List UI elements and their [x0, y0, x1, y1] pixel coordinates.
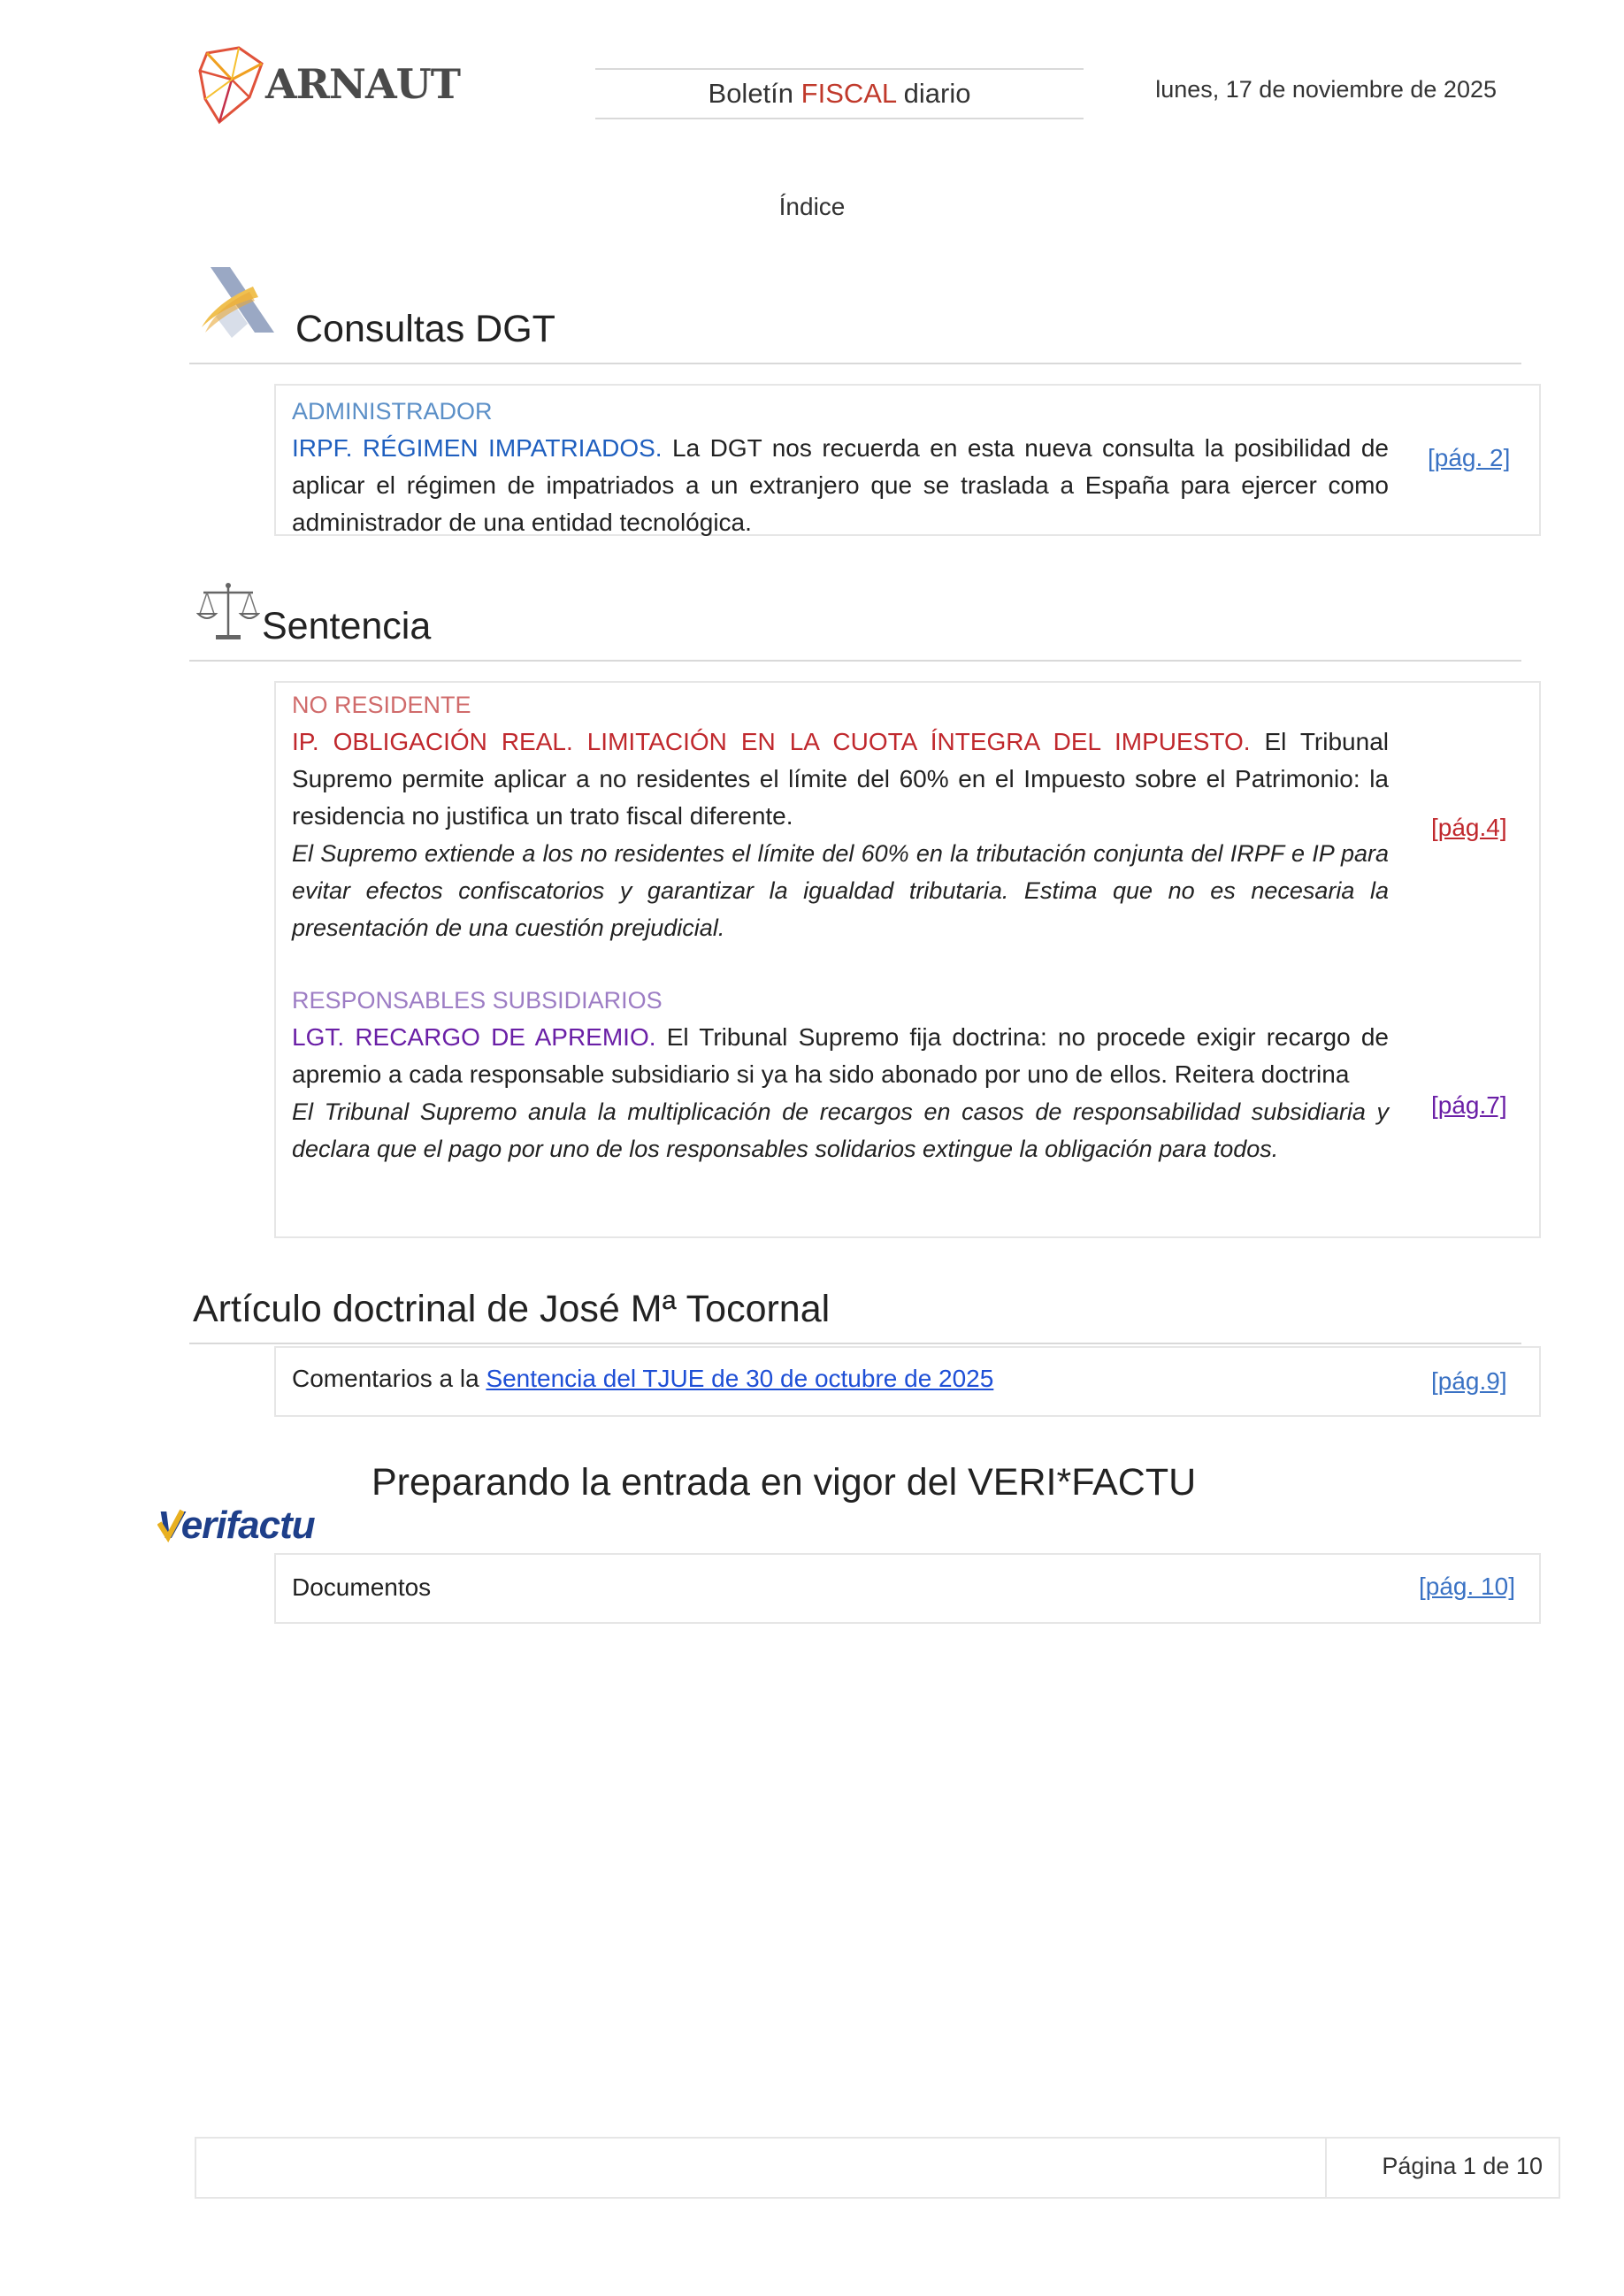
page-link-sentencia-2[interactable]: [pág.7] — [1431, 1091, 1507, 1119]
entry-lead: IP. OBLIGACIÓN REAL. LIMITACIÓN EN LA CUOTA ÍNTEGRA DEL IMPUESTO. — [292, 728, 1251, 755]
section-title-sentencia: Sentencia — [262, 605, 432, 647]
section-title-articulo: Artículo doctrinal de José Mª Tocornal — [193, 1288, 831, 1330]
section-rule-sentencia — [189, 660, 1521, 662]
bulletin-suffix: diario — [896, 78, 971, 109]
tjue-sentence-link[interactable]: Sentencia del TJUE de 30 de octubre de 2025 — [486, 1365, 994, 1392]
verifactu-logo-text: Verifactu — [157, 1504, 315, 1547]
verifactu-entry-box — [274, 1553, 1541, 1624]
entry-text: El Tribunal Supremo fija doctrina: no procede exigir recargo de apremio a cada responsable subsidiario si ya ha sido abonado por uno de ellos. Reitera doctrina — [292, 1023, 1389, 1088]
entry-text: La DGT nos recuerda en esta nueva consulta la posibilidad de aplicar el régimen de impatriados a un extranjero que se traslada a España para ejercer como administrador de una entidad tecnológica. — [292, 434, 1389, 536]
entry-body — [292, 1019, 1389, 1093]
entry-text: El Tribunal Supremo permite aplicar a no residentes el límite del 60% en el Impuesto sobre el Patrimonio: la residencia no justifica un trato fiscal diferente. — [292, 728, 1389, 830]
entry-body — [292, 430, 1389, 541]
scales-of-justice-icon — [196, 578, 260, 644]
section-rule-dgt — [189, 363, 1521, 364]
entry-summary: El Supremo extiende a los no residentes el límite del 60% en la tributación conjunta del IRPF e IP para evitar efectos confiscatorios y garantizar la igualdad tributaria. Estima que no es necesaria la presentación de una cuestión prejudicial. — [292, 840, 1389, 941]
entry-body: Documentos — [292, 1573, 432, 1601]
section-title-consultas-dgt: Consultas DGT — [295, 308, 555, 350]
entry-body — [292, 1360, 1389, 1397]
entry-body — [292, 723, 1389, 835]
entry-summary: El Tribunal Supremo anula la multiplicación de recargos en casos de responsabilidad subsidiaria y declara que el pago por uno de los responsables solidarios extingue la obligación para todos. — [292, 1098, 1389, 1162]
entry-category: NO RESIDENTE — [292, 692, 471, 718]
page-link-dgt[interactable]: [pág. 2] — [1428, 444, 1511, 471]
bulletin-prefix: Boletín — [708, 78, 801, 109]
verifactu-logo — [157, 1504, 334, 1551]
page-footer — [195, 2137, 1560, 2199]
arnaut-logo-text: ARNAUT — [265, 60, 461, 108]
section-rule-articulo — [189, 1343, 1521, 1344]
entry-category: ADMINISTRADOR — [292, 398, 493, 425]
footer-divider — [1325, 2139, 1327, 2197]
dgt-entry-box — [274, 384, 1541, 536]
entry-category: RESPONSABLES SUBSIDIARIOS — [292, 987, 663, 1014]
bulletin-fiscal: FISCAL — [801, 78, 897, 109]
entry-lead: IRPF. RÉGIMEN IMPATRIADOS. — [292, 434, 663, 462]
aeat-logo-icon — [196, 262, 285, 347]
sentencia-entry-box — [274, 681, 1541, 1238]
arnaut-logo-mark-icon — [196, 44, 267, 129]
bulletin-date: lunes, 17 de noviembre de 2025 — [1155, 76, 1497, 103]
arnaut-logo — [196, 44, 461, 133]
index-title: Índice — [778, 193, 846, 220]
page-link-articulo[interactable]: [pág.9] — [1431, 1367, 1507, 1395]
section-title-verifactu: Preparando la entrada en vigor del VERI*FACTU — [372, 1461, 1197, 1504]
page-link-verifactu[interactable]: [pág. 10] — [1419, 1573, 1515, 1600]
entry-lead: LGT. RECARGO DE APREMIO. — [292, 1023, 656, 1051]
bulletin-title — [595, 68, 1084, 119]
page-number: Página 1 de 10 — [1382, 2153, 1543, 2179]
page-link-sentencia-1[interactable]: [pág.4] — [1431, 814, 1507, 841]
verifactu-check-icon — [157, 1507, 184, 1542]
articulo-entry-box — [274, 1346, 1541, 1417]
entry-prefix: Comentarios a la — [292, 1365, 486, 1392]
